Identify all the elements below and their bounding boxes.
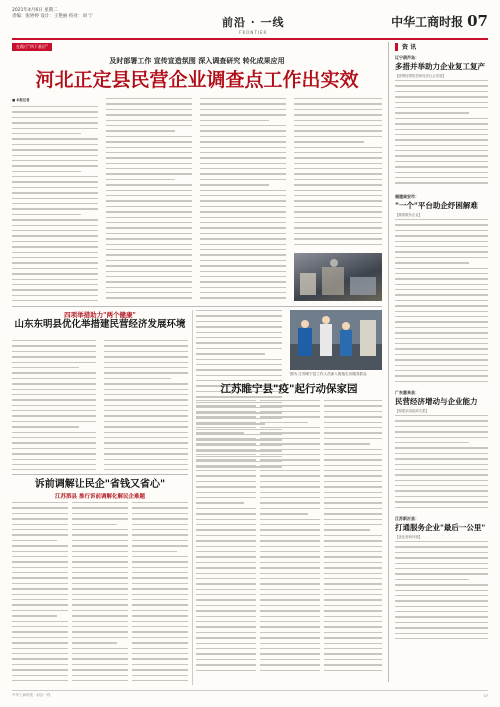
sidebar-item-region: 江苏新沂县： [395, 516, 419, 521]
editor-credits: 责编：张婷婷 设计：王艳丽 校对：刘 宁 [12, 14, 93, 19]
paper-name [391, 12, 488, 30]
paper-title: 中华工商时报 [391, 15, 464, 29]
lead-photo [294, 253, 382, 301]
story4-headline: 江苏睢宁县"疫"起行动保家园 [220, 383, 358, 395]
section-subtitle: FRONTIER [239, 30, 268, 35]
footer-page-number: 07 [483, 693, 488, 698]
sidebar-item-tag: 【精准服务企业】 [395, 213, 423, 217]
sidebar-item-region: 辽宁葫芦岛： [395, 55, 419, 60]
story4-photo [290, 310, 382, 370]
sidebar-item-region: 广东惠来县： [395, 390, 419, 395]
page-number: 07 [467, 12, 488, 30]
sidebar-item-tag: 【统筹疫情防控和经济社会发展】 [395, 74, 446, 78]
sidebar-item-body [395, 415, 488, 510]
story2-column-1 [12, 340, 96, 470]
story3-column-1 [12, 502, 68, 685]
story3-column-3 [132, 502, 188, 685]
sidebar-item [395, 390, 488, 510]
lead-column-4 [294, 98, 382, 248]
section-divider-1 [12, 306, 382, 307]
lead-column-3 [200, 98, 286, 303]
section-title: 前沿 · 一线 [222, 16, 285, 29]
sidebar-item [395, 516, 488, 641]
lead-byline: ■ 本报记者 [12, 98, 30, 102]
sidebar-header [395, 42, 488, 51]
story2-deck: 四项举措助力"两个健康" [64, 311, 136, 319]
story4-column-1 [196, 400, 256, 685]
sidebar-item [395, 55, 488, 188]
story4-column-3 [324, 400, 382, 685]
sidebar-item [395, 194, 488, 384]
kicker-tag: 在践行"四下基层" [12, 43, 52, 51]
lead-column-2 [106, 98, 192, 303]
sidebar-item-title: "一个"平台助企纾困解难 [395, 201, 478, 210]
footer-left: 中华工商时报 · 前沿一线 [12, 693, 51, 697]
story3-subhead: 江苏泗县 推行诉前调解化解民企难题 [55, 494, 145, 500]
issue-date: 2021年4月6日 星期二 [12, 8, 58, 13]
story3-headline: 诉前调解让民企"省钱又省心" [34, 479, 166, 490]
story2-column-2 [104, 340, 188, 470]
page-footer [12, 690, 488, 700]
column-divider [192, 310, 193, 685]
section-divider-2 [12, 474, 188, 475]
sidebar-title: 资 讯 [402, 44, 417, 51]
masthead [12, 8, 488, 38]
sidebar-item-tag: 【构建亲清政商关系】 [395, 409, 429, 413]
lead-column-1 [12, 106, 98, 303]
sidebar-item-body [395, 219, 488, 384]
story2-headline: 山东东明县优化举措建民营经济发展环境 [14, 319, 186, 330]
lead-headline: 河北正定县民营企业调查点工作出实效 [35, 69, 359, 91]
sidebar-item-body [395, 541, 488, 641]
sidebar-item-region: 福建南安市： [395, 194, 419, 199]
story3-column-2 [72, 502, 128, 685]
story4-photo-caption: 图为 江苏睢宁县工作人员深入街巷走访服务群众 [290, 372, 367, 376]
story4-column-2 [260, 400, 320, 685]
section-banner [222, 14, 285, 35]
sidebar-item-title: 多措并举助力企业复工复产 [395, 62, 485, 71]
sidebar-item-tag: 【优化营商环境】 [395, 535, 423, 539]
masthead-info [12, 8, 162, 20]
sidebar-marker-icon [395, 43, 398, 51]
sidebar-item-title: 民营经济增动与企业能力 [395, 397, 478, 406]
news-sidebar [388, 42, 488, 682]
lead-deck: 及时部署工作 宣传宣造氛围 深入调查研究 转化成果应用 [109, 56, 285, 65]
sidebar-item-body [395, 80, 488, 188]
sidebar-item-title: 打通服务企业"最后一公里" [395, 523, 486, 532]
lead-body [12, 98, 382, 303]
masthead-rule [12, 38, 488, 40]
